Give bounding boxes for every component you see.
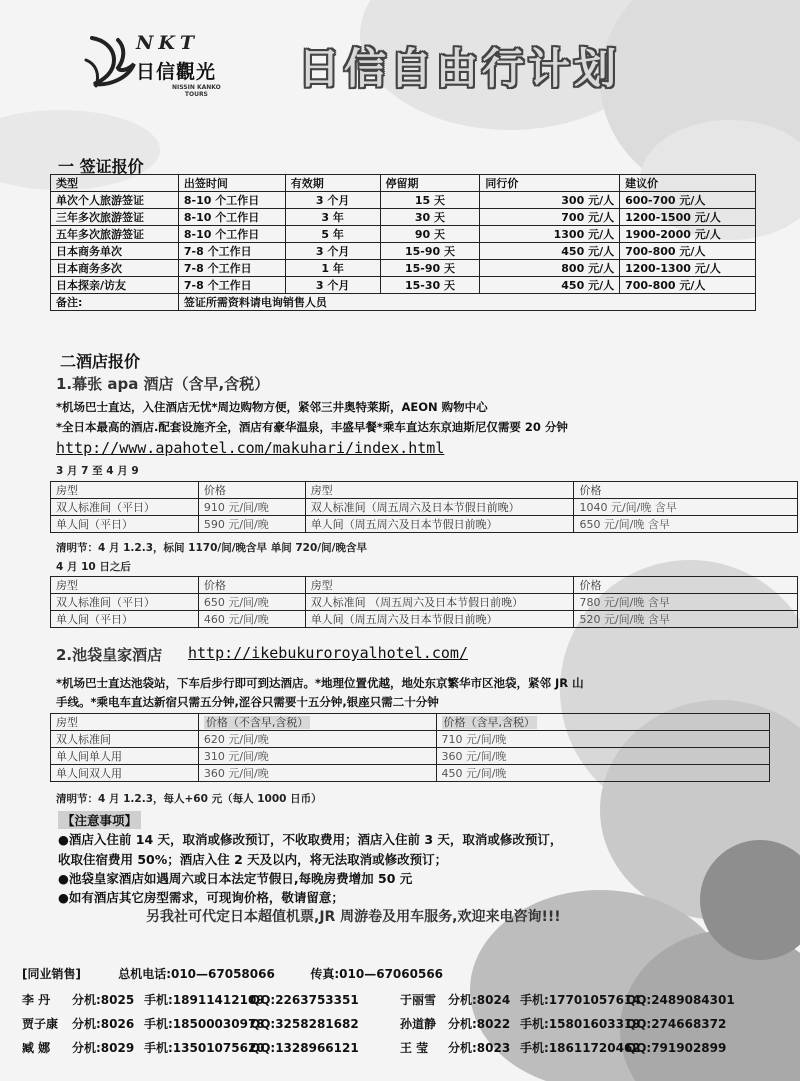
notice-line-2: 收取住宿费用 50%；酒店入住 2 天及以内，将无法取消或修改预订； (58, 852, 448, 867)
table-cell: 360 元/间/晚 (436, 748, 769, 765)
contact-mobile: 手机:17701057614 (520, 993, 641, 1007)
contact-row (22, 991, 736, 1008)
logo-en-line-2: TOURS (184, 91, 208, 98)
logo-en-line-1: NISSIN KANKO (172, 84, 221, 91)
table-cell: 7-8 个工作日 (178, 243, 285, 260)
contact-name: 臧 娜 (22, 1041, 51, 1055)
table-cell: 700-800 元/人 (620, 243, 756, 260)
table-cell: 3 年 (285, 209, 380, 226)
table-cell: 日本探亲/访友 (51, 277, 179, 294)
apa-price-table-2 (50, 576, 798, 628)
apa-holiday-note: 清明节：4 月 1.2.3，标间 1170/间/晚含早 单间 720/间/晚含早 (56, 542, 367, 554)
table-cell: 520 元/间/晚 含早 (574, 611, 798, 628)
contact-name: 贾子康 (22, 1017, 59, 1031)
table-cell: 800 元/人 (480, 260, 620, 277)
table-row (51, 516, 798, 533)
contact-header (22, 965, 443, 982)
table-cell: 600-700 元/人 (620, 192, 756, 209)
contact-mobile: 手机:13501075620 (144, 1041, 265, 1055)
apa-hotel-link[interactable]: http://www.apahotel.com/makuhari/index.html (56, 439, 445, 457)
table-cell: 8-10 个工作日 (178, 192, 285, 209)
table-cell: 3 个月 (285, 192, 380, 209)
table-cell: 450 元/人 (480, 243, 620, 260)
table-cell: 5 年 (285, 226, 380, 243)
contact-mobile: 手机:18611720462 (520, 1041, 641, 1055)
contact-ext: 分机:8026 (72, 1017, 135, 1031)
table-cell: 房型 (51, 577, 199, 594)
table-cell: 单次个人旅游签证 (51, 192, 179, 209)
table-cell: 价格 (574, 482, 798, 499)
contact-qq: QQ:3258281682 (250, 1017, 359, 1031)
table-row (51, 226, 756, 243)
table-cell: 单人间单人用 (51, 748, 199, 765)
table-cell: 15-30 天 (380, 277, 480, 294)
contact-qq: QQ:2263753351 (250, 993, 359, 1007)
table-cell: 450 元/间/晚 (436, 765, 769, 782)
table-cell: 1200-1300 元/人 (620, 260, 756, 277)
apa-period-2: 4 月 10 日之后 (56, 561, 131, 573)
apa-hotel-title: 1.幕张 apa 酒店（含早,含税） (56, 375, 270, 393)
table-cell: 同行价 (480, 175, 620, 192)
table-cell: 310 元/间/晚 (198, 748, 436, 765)
note-text: 签证所需资料请电询销售人员 (178, 294, 755, 311)
table-cell: 价格 (574, 577, 798, 594)
table-row (51, 192, 756, 209)
table-cell: 出签时间 (178, 175, 285, 192)
contact-row (22, 1015, 736, 1032)
ikebukuro-hotel-link[interactable]: http://ikebukuroroyalhotel.com/ (188, 644, 468, 662)
table-header-row (51, 577, 798, 594)
table-cell: 有效期 (285, 175, 380, 192)
table-cell: 7-8 个工作日 (178, 260, 285, 277)
table-row (51, 748, 770, 765)
table-row (51, 611, 798, 628)
visa-section-title: 一 签证报价 (58, 157, 144, 176)
ikebukuro-description-2: 手线。*乘电车直达新宿只需五分钟,涩谷只需要十五分钟,银座只需二十分钟 (56, 695, 439, 709)
swan-logo-icon (84, 30, 140, 92)
hotel-section-title: 二酒店报价 (60, 352, 141, 371)
table-cell: 360 元/间/晚 (198, 765, 436, 782)
table-cell: 650 元/间/晚 含早 (574, 516, 798, 533)
logo-english-name (172, 84, 221, 98)
table-cell: 房型 (305, 482, 574, 499)
logo-brand-text: NKT (136, 32, 200, 54)
table-cell: 房型 (51, 482, 199, 499)
table-cell: 700 元/人 (480, 209, 620, 226)
table-cell: 1200-1500 元/人 (620, 209, 756, 226)
contact-name: 于丽雪 (400, 993, 437, 1007)
table-cell: 房型 (305, 577, 574, 594)
visa-price-table (50, 174, 756, 311)
contact-mobile: 手机:15801603319 (520, 1017, 641, 1031)
table-cell: 1 年 (285, 260, 380, 277)
table-cell: 90 天 (380, 226, 480, 243)
table-cell: 450 元/人 (480, 277, 620, 294)
ikebukuro-description-1: *机场巴士直达池袋站，下车后步行即可到达酒店。*地理位置优越，地处东京繁华市区池袋，紧邻 JR 山 (56, 676, 584, 690)
ikebukuro-holiday-note: 清明节：4 月 1.2.3，每人+60 元（每人 1000 日币） (56, 793, 322, 805)
contact-name: 王 莹 (400, 1041, 429, 1055)
table-cell: 五年多次旅游签证 (51, 226, 179, 243)
notice-line-4: ●如有酒店其它房型需求，可现询价格，敬请留意； (58, 890, 344, 905)
table-cell: 单人间（平日） (51, 516, 199, 533)
header-highlight: 价格（含早,含税） (443, 716, 536, 729)
table-cell: 710 元/间/晚 (436, 731, 769, 748)
table-row (51, 277, 756, 294)
table-cell: 700-800 元/人 (620, 277, 756, 294)
ikebukuro-price-table (50, 713, 770, 782)
table-cell: 三年多次旅游签证 (51, 209, 179, 226)
contact-qq: QQ:2489084301 (626, 993, 735, 1007)
table-note-row (51, 294, 756, 311)
table-header-row (51, 175, 756, 192)
table-cell: 300 元/人 (480, 192, 620, 209)
table-cell: 1900-2000 元/人 (620, 226, 756, 243)
table-cell: 双人标准间（平日） (51, 594, 199, 611)
notice-title: 【注意事项】 (58, 811, 141, 829)
table-row (51, 260, 756, 277)
table-cell: 建议价 (620, 175, 756, 192)
table-row (51, 243, 756, 260)
table-header-cell: 房型 (51, 714, 199, 731)
table-cell: 30 天 (380, 209, 480, 226)
table-cell: 8-10 个工作日 (178, 226, 285, 243)
table-cell: 650 元/间/晚 (198, 594, 305, 611)
main-phone: 总机电话:010—67058066 (118, 967, 275, 981)
contact-name: 李 丹 (22, 993, 51, 1007)
apa-price-table-1 (50, 481, 798, 533)
notice-line-3: ●池袋皇家酒店如遇周六或日本法定节假日,每晚房费增加 50 元 (58, 871, 413, 886)
table-cell: 3 个月 (285, 277, 380, 294)
table-header-cell (436, 714, 769, 731)
table-cell: 双人标准间（平日） (51, 499, 199, 516)
contact-row (22, 1039, 736, 1056)
table-cell: 1300 元/人 (480, 226, 620, 243)
table-cell: 910 元/间/晚 (198, 499, 305, 516)
table-cell: 单人间（平日） (51, 611, 199, 628)
notice-line-1: ●酒店入住前 14 天，取消或修改预订，不收取费用；酒店入住前 3 天，取消或修改预订， (58, 832, 563, 847)
table-row (51, 499, 798, 516)
table-cell: 双人标准间 (51, 731, 199, 748)
table-cell: 780 元/间/晚 含早 (574, 594, 798, 611)
contact-ext: 分机:8029 (72, 1041, 135, 1055)
apa-description-2: *全日本最高的酒店.配套设施齐全，酒店有豪华温泉，丰盛早餐*乘车直达东京迪斯尼仅需要 20 分钟 (56, 420, 568, 434)
table-cell: 双人标准间（周五周六及日本节假日前晚） (305, 499, 574, 516)
table-cell: 单人间双人用 (51, 765, 199, 782)
table-cell: 类型 (51, 175, 179, 192)
table-cell: 15 天 (380, 192, 480, 209)
table-row (51, 731, 770, 748)
contact-mobile: 手机:18911412109 (144, 993, 265, 1007)
table-row (51, 765, 770, 782)
contact-ext: 分机:8022 (448, 1017, 511, 1031)
table-cell: 590 元/间/晚 (198, 516, 305, 533)
apa-period-1: 3 月 7 至 4 月 9 (56, 465, 139, 477)
table-cell: 双人标准间 （周五周六及日本节假日前晚） (305, 594, 574, 611)
contact-ext: 分机:8024 (448, 993, 511, 1007)
table-cell: 单人间（周五周六及日本节假日前晚） (305, 611, 574, 628)
table-cell: 8-10 个工作日 (178, 209, 285, 226)
table-header-cell (198, 714, 436, 731)
table-header-row (51, 482, 798, 499)
header-highlight: 价格（不含早,含税） (205, 716, 309, 729)
sales-label: [同业销售] (22, 967, 81, 981)
table-cell: 620 元/间/晚 (198, 731, 436, 748)
fax-number: 传真:010—67060566 (310, 967, 444, 981)
table-cell: 日本商务多次 (51, 260, 179, 277)
table-cell: 价格 (198, 482, 305, 499)
contact-ext: 分机:8025 (72, 993, 135, 1007)
ikebukuro-hotel-title: 2.池袋皇家酒店 (56, 646, 163, 664)
table-cell: 价格 (198, 577, 305, 594)
contact-qq: QQ:1328966121 (250, 1041, 359, 1055)
table-cell: 15-90 天 (380, 243, 480, 260)
promo-text: 另我社可代定日本超值机票,JR 周游卷及用车服务,欢迎来电咨询!!! (146, 909, 561, 925)
table-cell: 7-8 个工作日 (178, 277, 285, 294)
contact-mobile: 手机:18500030978 (144, 1017, 265, 1031)
contact-name: 孙道静 (400, 1017, 437, 1031)
apa-description-1: *机场巴士直达，入住酒店无忧*周边购物方便，紧邻三井奥特莱斯，AEON 购物中心 (56, 400, 488, 414)
table-row (51, 594, 798, 611)
note-label: 备注: (51, 294, 179, 311)
page-title: 日信自由行计划 (298, 44, 621, 93)
contact-qq: QQ:274668372 (626, 1017, 727, 1031)
table-cell: 460 元/间/晚 (198, 611, 305, 628)
contact-ext: 分机:8023 (448, 1041, 511, 1055)
table-cell: 15-90 天 (380, 260, 480, 277)
table-row (51, 209, 756, 226)
table-cell: 1040 元/间/晚 含早 (574, 499, 798, 516)
contact-qq: QQ:791902899 (626, 1041, 727, 1055)
table-cell: 3 个月 (285, 243, 380, 260)
table-cell: 单人间（周五周六及日本节假日前晚） (305, 516, 574, 533)
table-cell: 停留期 (380, 175, 480, 192)
company-logo (84, 30, 234, 102)
table-header-row (51, 714, 770, 731)
table-cell: 日本商务单次 (51, 243, 179, 260)
logo-chinese-name: 日信觀光 (136, 61, 217, 83)
